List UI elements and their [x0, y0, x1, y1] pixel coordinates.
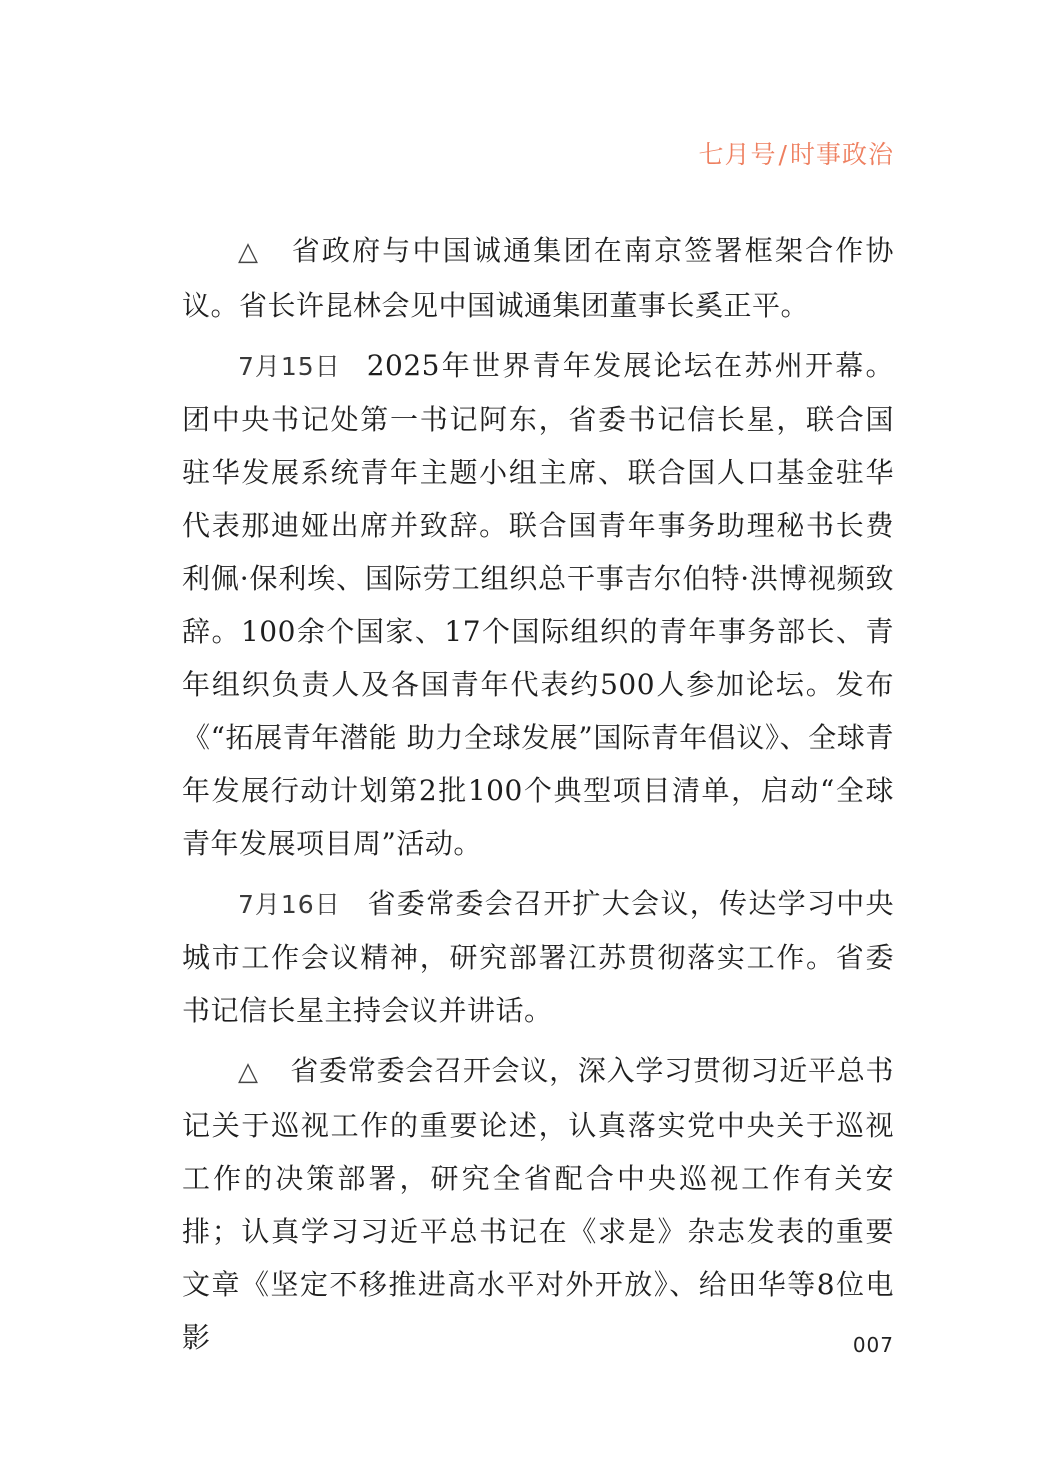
- section-label: 时事政治: [789, 140, 894, 169]
- news-item: [182, 224, 894, 332]
- news-item-text: 省委常委会召开扩大会议，传达学习中央城市工作会议精神，研究部署江苏贯彻落实工作。省委书记信长星主持会议并讲话。: [182, 887, 894, 1027]
- section-header: [699, 135, 894, 171]
- triangle-marker-icon: △: [238, 237, 259, 267]
- issue-label: 七月号: [698, 140, 777, 169]
- news-item-text: 省政府与中国诚通集团在南京签署框架合作协议。省长许昆林会见中国诚通集团董事长奚正平。: [182, 234, 894, 322]
- news-item-date: 7月15日: [238, 352, 341, 381]
- article-body: [182, 224, 894, 1364]
- header-separator: /: [778, 140, 788, 169]
- news-item: [182, 877, 894, 1037]
- news-item: [182, 1044, 894, 1364]
- news-item-text: 2025年世界青年发展论坛在苏州开幕。团中央书记处第一书记阿东，省委书记信长星，联合国驻华发展系统青年主题小组主席、联合国人口基金驻华代表那迪娅出席并致辞。联合国青年事务助理秘书长费利佩·保利埃、国际劳工组织总干事吉尔伯特·洪博视频致辞。100余个国家、17个国际组织的青年事务部长、青年组织负责人及各国青年代表约500人参加论坛。发布《“拓展青年潜能 助力全球发展”国际青年倡议》、全球青年发展行动计划第2批100个典型项目清单，启动“全球青年发展项目周”活动。: [182, 349, 894, 860]
- news-item: [182, 339, 894, 870]
- news-item-text: 省委常委会召开会议，深入学习贯彻习近平总书记关于巡视工作的重要论述，认真落实党中央关于巡视工作的决策部署，研究全省配合中央巡视工作有关安排；认真学习习近平总书记在《求是》杂志发表的重要文章《坚定不移推进高水平对外开放》、给田华等8位电影: [182, 1054, 894, 1354]
- news-item-date: 7月16日: [238, 890, 341, 919]
- triangle-marker-icon: △: [238, 1057, 259, 1087]
- page-number: 007: [852, 1333, 894, 1357]
